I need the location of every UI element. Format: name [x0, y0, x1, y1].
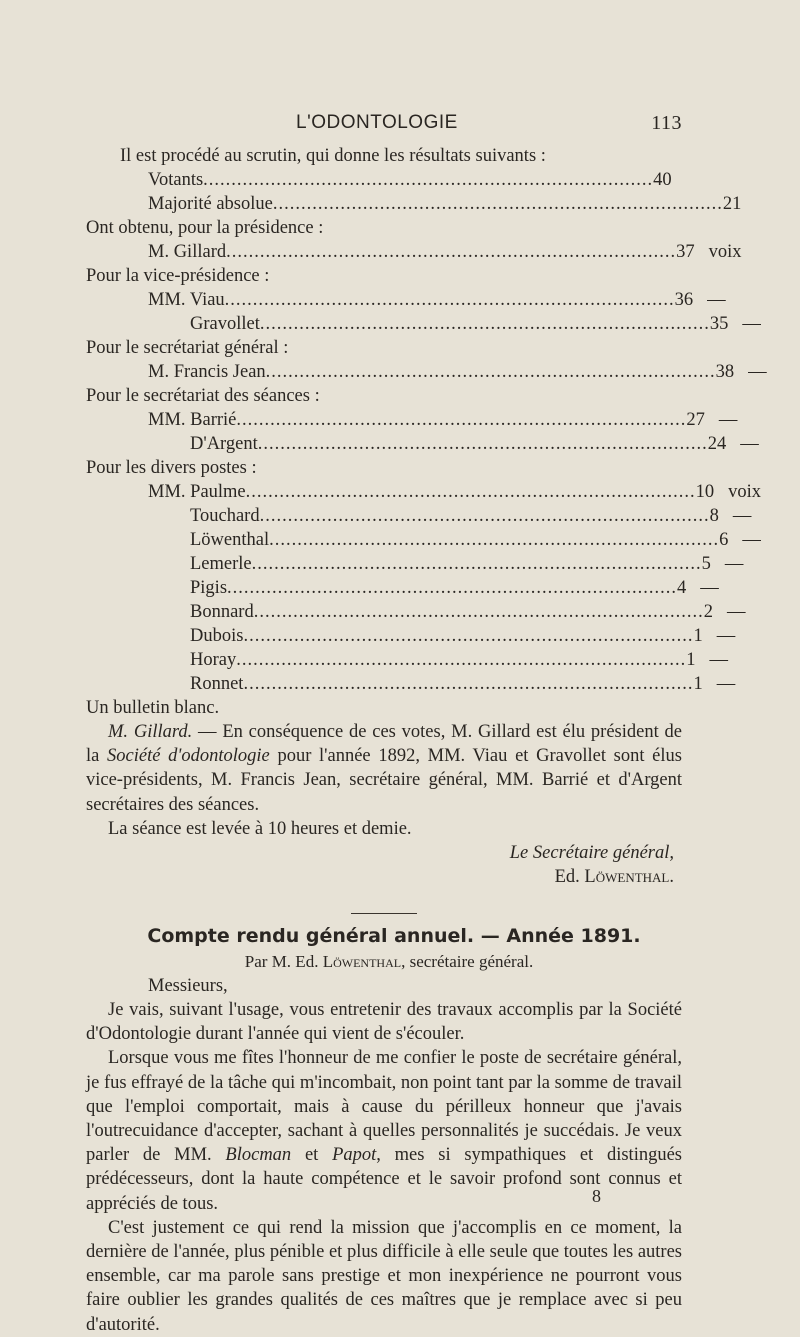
- candidate-name: MM. Barrié: [148, 410, 237, 430]
- leader-dots: ................................................................................: [265, 362, 716, 382]
- leader-dots: ................................................................................: [224, 290, 675, 310]
- leader-dots: ................................................................................: [272, 194, 723, 214]
- vote-row: [86, 528, 761, 552]
- result-paragraph: M. Gillard. — En conséquence de ces votes, M. Gillard est élu président de la Société d'odontologie pour l'année 1892, MM. Viau et Gravollet sont élus vice-présidents, M. Francis Jean, secrétaire général, MM. Barrié et d'Argent secrétaires des séances.: [86, 722, 682, 815]
- vote-unit: —: [724, 554, 744, 574]
- vote-unit: —: [700, 578, 719, 598]
- vote-count: 4: [677, 578, 687, 598]
- vote-count: 27: [686, 410, 705, 430]
- candidate-name: Votants: [148, 170, 204, 190]
- leader-dots: ................................................................................: [257, 434, 708, 454]
- vote-row: [86, 288, 726, 312]
- salutation: Messieurs,: [148, 976, 228, 997]
- vote-row: [86, 600, 746, 624]
- section-heading: Ont obtenu, pour la présidence :: [86, 218, 324, 238]
- vote-unit: —: [748, 362, 767, 382]
- candidate-name: Ronnet: [190, 674, 244, 694]
- candidate-name: Dubois: [190, 626, 244, 646]
- candidate-name: M. Francis Jean: [148, 362, 266, 382]
- candidate-name: D'Argent: [190, 434, 258, 454]
- leader-dots: ................................................................................: [253, 602, 704, 622]
- signature-name: Ed. Löwenthal.: [554, 867, 674, 888]
- vote-count: 35: [709, 314, 729, 334]
- candidate-name: Bonnard: [190, 602, 254, 622]
- vote-count: 5: [701, 554, 711, 574]
- signature-role: Le Secrétaire général,: [509, 843, 674, 864]
- vote-count: 10: [695, 482, 715, 502]
- leader-dots: ................................................................................: [245, 482, 696, 502]
- page-body: [86, 144, 767, 1337]
- vote-unit: voix: [708, 242, 742, 262]
- leader-dots: ................................................................................: [269, 530, 720, 550]
- journal-title: L'ODONTOLOGIE: [296, 112, 458, 133]
- section-divider: [351, 913, 417, 914]
- leader-dots: ................................................................................: [227, 578, 678, 598]
- candidate-name: Touchard: [190, 506, 260, 526]
- leader-dots: ................................................................................: [259, 314, 710, 334]
- vote-row: [86, 312, 761, 336]
- vote-count: 40: [653, 170, 672, 190]
- section-heading: Pour le secrétariat général :: [86, 338, 289, 358]
- vote-unit: —: [718, 410, 738, 430]
- vote-count: 2: [703, 602, 713, 622]
- vote-unit: [741, 192, 755, 216]
- candidate-name: Lemerle: [190, 554, 252, 574]
- vote-unit: —: [742, 530, 761, 550]
- vote-row: [86, 624, 736, 648]
- candidate-name: Löwenthal: [190, 530, 270, 550]
- vote-unit: —: [742, 314, 761, 334]
- vote-unit: —: [709, 650, 728, 670]
- leader-dots: ................................................................................: [243, 674, 694, 694]
- section-heading: Pour le secrétariat des séances :: [86, 386, 320, 406]
- leader-dots: ................................................................................: [203, 170, 654, 190]
- candidate-name: Gravollet: [190, 314, 260, 334]
- vote-row: [86, 672, 736, 696]
- leader-dots: ................................................................................: [243, 626, 694, 646]
- leader-dots: ................................................................................: [236, 410, 687, 430]
- vote-unit: [672, 168, 686, 192]
- vote-count: 8: [709, 506, 719, 526]
- vote-count: 1: [693, 674, 703, 694]
- signature-mark: 8: [592, 1186, 601, 1206]
- report-paragraph-1: Je vais, suivant l'usage, vous entretenir des travaux accomplis par la Société d'Odontologie durant l'année qui vient de s'écouler.: [86, 1000, 682, 1045]
- vote-row: [86, 504, 752, 528]
- vote-unit: —: [732, 506, 752, 526]
- vote-unit: —: [716, 674, 736, 694]
- vote-row: [86, 552, 744, 576]
- society-name: Société d'odontologie: [107, 746, 270, 767]
- vote-row: [86, 240, 742, 264]
- vote-row: [86, 432, 759, 456]
- vote-unit: —: [716, 626, 736, 646]
- vote-count: 1: [693, 626, 703, 646]
- vote-row: [86, 192, 742, 216]
- vote-count: 37: [676, 242, 695, 262]
- page-number: 113: [651, 112, 682, 134]
- leader-dots: ................................................................................: [251, 554, 702, 574]
- vote-sections: [86, 216, 767, 696]
- leader-dots: ................................................................................: [226, 242, 677, 262]
- candidate-name: Majorité absolue: [148, 194, 273, 214]
- candidate-name: MM. Paulme: [148, 482, 246, 502]
- vote-unit: —: [740, 434, 759, 454]
- vote-row: [86, 480, 762, 504]
- section-heading: Pour les divers postes :: [86, 458, 257, 478]
- report-paragraph-3: C'est justement ce qui rend la mission que j'accomplis en ce moment, la dernière de l'année, plus pénible et plus difficile à elle seule que toutes les autres ensemble, car ma parole sans prestige et mon inexpérience ne pourront vous faire oublier les grandes qualités de ces maîtres que je remplace avec si peu d'autorité.: [86, 1217, 682, 1335]
- report-title: Compte rendu général annuel. — Année 1891.: [147, 925, 641, 948]
- vote-unit: —: [726, 602, 746, 622]
- candidate-name: MM. Viau: [148, 290, 225, 310]
- vote-unit: —: [707, 290, 726, 310]
- section-heading: Pour la vice-présidence :: [86, 266, 270, 286]
- candidate-name: Pigis: [190, 578, 228, 598]
- vote-row: [86, 576, 719, 600]
- candidate-name: M. Gillard: [148, 242, 227, 262]
- vote-count: 36: [674, 290, 694, 310]
- report-byline: Par M. Ed. Löwenthal, secrétaire général.: [244, 952, 534, 972]
- candidate-name: Horay: [190, 650, 237, 670]
- vote-unit: voix: [728, 482, 762, 502]
- stats-block: [86, 168, 742, 216]
- result-speaker: M. Gillard.: [108, 722, 193, 742]
- vote-count: 38: [715, 362, 735, 382]
- vote-row: [86, 408, 738, 432]
- vote-row: [86, 648, 728, 672]
- leader-dots: ................................................................................: [236, 650, 687, 670]
- vote-count: 24: [707, 434, 727, 454]
- vote-count: 21: [722, 194, 742, 214]
- intro-line: Il est procédé au scrutin, qui donne les résultats suivants :: [120, 146, 546, 166]
- vote-count: 1: [686, 650, 696, 670]
- leader-dots: ................................................................................: [259, 506, 710, 526]
- vote-row: [86, 360, 767, 384]
- vote-count: 6: [719, 530, 729, 550]
- blank-ballot: Un bulletin blanc.: [86, 698, 220, 718]
- vote-row: [86, 168, 682, 192]
- closing-paragraph: La séance est levée à 10 heures et demie.: [108, 818, 412, 839]
- report-paragraph-2: Lorsque vous me fîtes l'honneur de me confier le poste de secrétaire général, je fus effrayé de la tâche qui m'incombait, non point tant par la somme de travail que l'emploi comportait, mais à cause du périlleux honneur que j'avais l'outrecuidance d'accepter, sachant à quelles personnalités je succédais. Je veux parler de MM. Blocman et Papot, mes si sympathiques et distingués prédécesseurs, dont la haute compétence et le savoir profond sont connus et appréciés de tous.: [86, 1048, 682, 1214]
